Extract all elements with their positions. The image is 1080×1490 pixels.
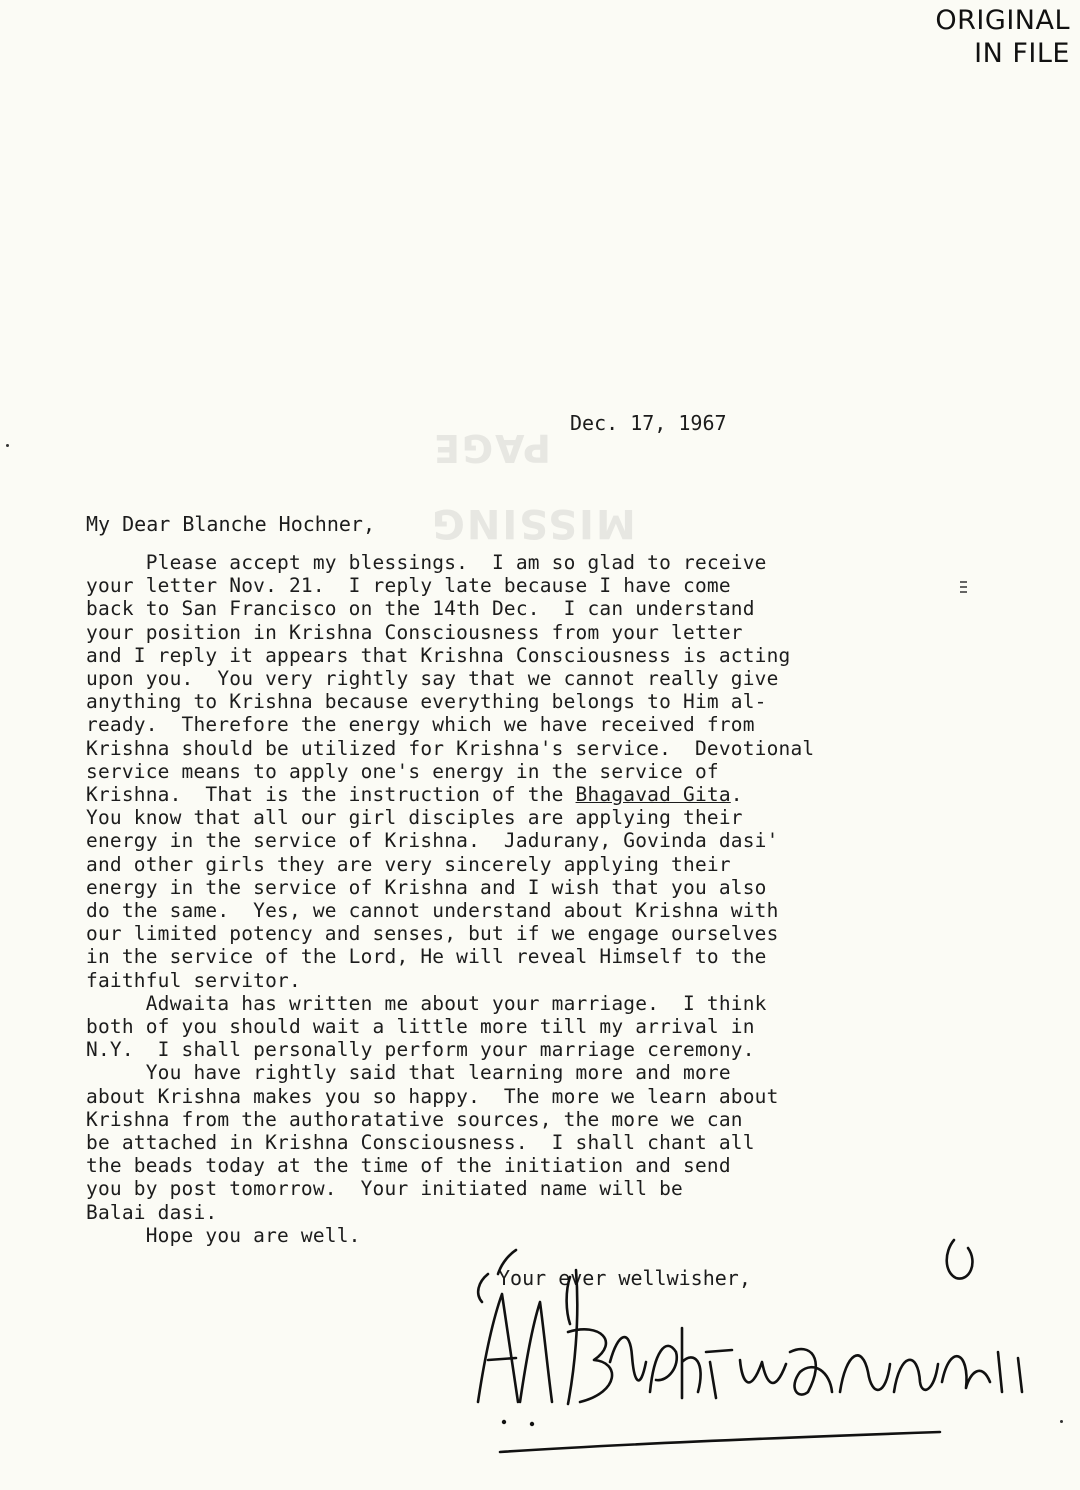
letter-line: [86, 690, 966, 713]
letter-line-text: Adwaita has written me about your marriage. I think: [86, 991, 767, 1015]
faint-watermark-missing: MISSING: [430, 500, 636, 546]
stamp-line-1: ORIGINAL: [935, 5, 1070, 36]
letter-line-text: Krishna should be utilized for Krishna's service. Devotional: [86, 736, 815, 760]
letter-line: [86, 1131, 966, 1154]
letter-line-text: Balai dasi.: [86, 1200, 218, 1224]
letter-line-text: You have rightly said that learning more and more: [86, 1061, 731, 1085]
letter-line: [86, 922, 966, 945]
letter-line: [86, 713, 966, 736]
letter-line-text: N.Y. I shall personally perform your marriage ceremony.: [86, 1038, 755, 1062]
letter-line: [86, 1177, 966, 1200]
letter-date: Dec. 17, 1967: [570, 411, 727, 435]
letter-closing: Your ever wellwisher,: [498, 1266, 751, 1290]
letter-line: [86, 1108, 966, 1131]
letter-line: [86, 1061, 966, 1084]
letter-line-text: be attached in Krishna Consciousness. I shall chant all: [86, 1131, 755, 1155]
stamp-line-2: IN FILE: [974, 38, 1070, 69]
letter-line-text: upon you. You very rightly say that we cannot really give: [86, 667, 779, 691]
letter-line-text: service means to apply one's energy in the service of: [86, 759, 719, 783]
letter-line: [86, 760, 966, 783]
margin-mark-icon: [958, 578, 968, 598]
letter-line: [86, 806, 966, 829]
letter-line: [86, 621, 966, 644]
letter-line-text: energy in the service of Krishna. Jadurany, Govinda dasi': [86, 829, 779, 853]
letter-line-text: and I reply it appears that Krishna Consciousness is acting: [86, 643, 791, 667]
letter-line-text: about Krishna makes you so happy. The more we learn about: [86, 1084, 779, 1108]
letter-line-text: your position in Krishna Consciousness from your letter: [86, 620, 743, 644]
letter-line: [86, 574, 966, 597]
letter-line-text: ready. Therefore the energy which we have received from: [86, 713, 755, 737]
letter-line-text: both of you should wait a little more till my arrival in: [86, 1015, 755, 1039]
letter-line: [86, 667, 966, 690]
book-title: Bhagavad Gita: [575, 783, 731, 807]
letter-line: [86, 945, 966, 968]
letter-line-text: the beads today at the time of the initiation and send: [86, 1154, 731, 1178]
letter-line-text: in the service of the Lord, He will reveal Himself to the: [86, 945, 767, 969]
letter-line: [86, 551, 966, 574]
letter-line-text: do the same. Yes, we cannot understand about Krishna with: [86, 899, 779, 923]
letter-body: [86, 551, 966, 1247]
letter-line-text: faithful servitor.: [86, 968, 301, 992]
letter-line-text: and other girls they are very sincerely applying their: [86, 852, 731, 876]
letter-line-text: Krishna from the authoratative sources, the more we can: [86, 1107, 743, 1131]
letter-line: [86, 1038, 966, 1061]
letter-line-text: you by post tomorrow. Your initiated name will be: [86, 1177, 683, 1201]
scan-speck: [1060, 1420, 1063, 1423]
letter-line: [86, 853, 966, 876]
letter-line-text: Krishna. That is the instruction of the: [86, 783, 576, 807]
letter-line: [86, 1085, 966, 1108]
original-in-file-stamp: [935, 4, 1070, 70]
letter-line: Krishna. That is the instruction of the Bhagavad Gita.: [86, 783, 743, 807]
scan-speck: [6, 444, 9, 447]
letter-line: [86, 1201, 966, 1224]
letter-line: [86, 1154, 966, 1177]
letter-line: [86, 876, 966, 899]
letter-line-text: You know that all our girl disciples are applying their: [86, 806, 743, 830]
letter-line: [86, 899, 966, 922]
letter-line: [86, 644, 966, 667]
letter-line: [86, 737, 966, 760]
letter-line-text: your letter Nov. 21. I reply late because I have come: [86, 574, 731, 598]
letter-line-text: Please accept my blessings. I am so glad to receive: [86, 551, 767, 574]
letter-line: [86, 969, 966, 992]
letter-salutation: My Dear Blanche Hochner,: [86, 512, 375, 536]
letter-line-text: anything to Krishna because everything belongs to Him al-: [86, 690, 767, 714]
letter-line: [86, 1015, 966, 1038]
letter-line: [86, 597, 966, 620]
letter-line-text: our limited potency and senses, but if we engage ourselves: [86, 922, 779, 946]
letter-line-text: Hope you are well.: [86, 1223, 361, 1247]
letter-line-text: energy in the service of Krishna and I wish that you also: [86, 875, 767, 899]
letter-line-text: back to San Francisco on the 14th Dec. I can understand: [86, 597, 755, 621]
letter-line: [86, 992, 966, 1015]
letter-line: [86, 829, 966, 852]
faint-watermark-page: PAGE: [432, 426, 551, 470]
handwritten-signature: [470, 1232, 1060, 1472]
